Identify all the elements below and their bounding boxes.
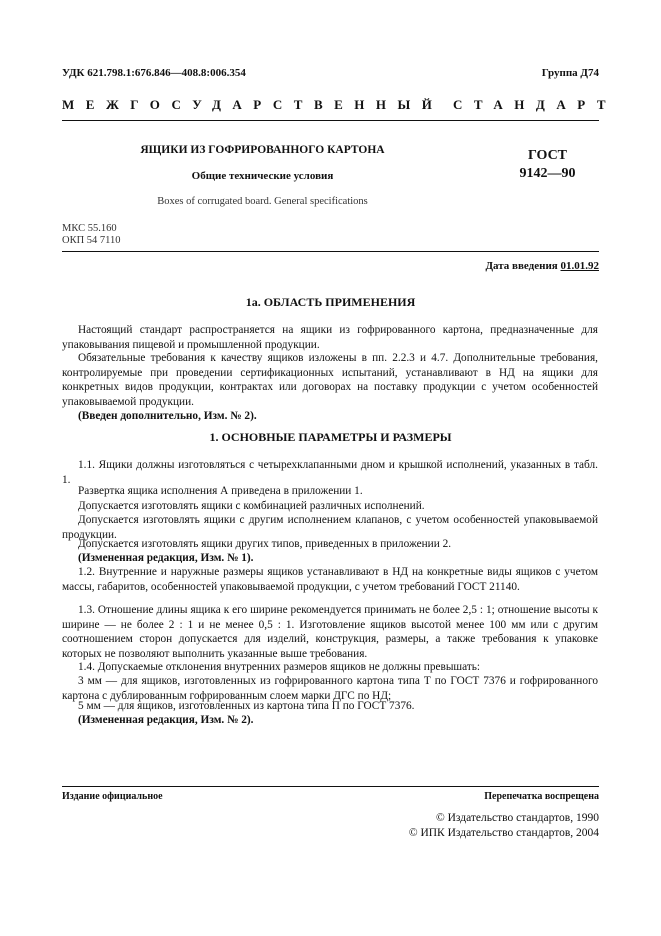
intro-date: [485, 260, 599, 272]
intro-date-label: Дата введения: [485, 260, 558, 272]
okp-code: ОКП 54 7110: [62, 235, 121, 246]
paragraph: Обязательные требования к качеству ящиков изложены в пп. 2.2.3 и 4.7. Дополнительные требования, контролируемые при проведении сертификационных испытаний, устанавливают в НД на ящики для конкретных видов продукции, контрактах или договорах на поставку продукции с учетом особенностей упаковываемой продукции.: [62, 352, 598, 408]
title-rule: [62, 251, 599, 252]
amendment-note: (Введен дополнительно, Изм. № 2).: [78, 410, 257, 422]
standard-label: СТАНДАРТ: [453, 97, 618, 112]
paragraph: 1.1. Ящики должны изготовляться с четырехклапанными дном и крышкой исполнений, указанных в табл. 1.: [62, 459, 598, 486]
paragraph: Допускается изготовлять ящики других типов, приведенных в приложении 2.: [78, 538, 452, 550]
intro-date-value: 01.01.92: [560, 260, 599, 272]
gost-number: 9142—90: [519, 166, 576, 181]
paragraph: 3 мм — для ящиков, изготовленных из гофрированного картона типа Т по ГОСТ 7376 и гофрированного картона с дублированным гофрированным слоем марки ДГС по НД;: [62, 675, 598, 702]
paragraph: 5 мм — для ящиков, изготовленных из картона типа П по ГОСТ 7376.: [78, 700, 415, 712]
copyright-2: © ИПК Издательство стандартов, 2004: [408, 827, 599, 839]
document-subtitle: Общие технические условия: [191, 170, 334, 182]
section-1a-heading: 1а. ОБЛАСТЬ ПРИМЕНЕНИЯ: [245, 295, 416, 309]
amendment-note: (Измененная редакция, Изм. № 2).: [78, 714, 254, 726]
footer-rule: [62, 786, 599, 787]
copyright-1: © Издательство стандартов, 1990: [435, 812, 599, 824]
section-1-heading: 1. ОСНОВНЫЕ ПАРАМЕТРЫ И РАЗМЕРЫ: [209, 430, 452, 444]
paragraph: Допускается изготовлять ящики с другим исполнением клапанов, с учетом особенностей упаковываемой продукции.: [62, 514, 598, 541]
gost-label: ГОСТ: [527, 148, 568, 163]
paragraph: Настоящий стандарт распространяется на ящики из гофрированного картона, предназначенные для упаковывания пищевой и промышленной продукции.: [62, 324, 598, 351]
paragraph: Допускается изготовлять ящики с комбинацией различных исполнений.: [78, 500, 425, 512]
interstate-label: МЕЖГОСУДАРСТВЕННЫЙ: [62, 97, 444, 112]
mks-code: МКС 55.160: [62, 223, 117, 234]
group-code: Группа Д74: [541, 67, 599, 79]
document-title: ЯЩИКИ ИЗ ГОФРИРОВАННОГО КАРТОНА: [140, 144, 385, 156]
paragraph: Развертка ящика исполнения А приведена в приложении 1.: [78, 485, 363, 497]
paragraph: 1.2. Внутренние и наружные размеры ящиков устанавливают в НД на конкретные виды ящиков с учетом массы, габаритов, особенностей упаковываемой продукции, с учетом требований ГОСТ 21140.: [62, 566, 598, 593]
official-edition: Издание официальное: [62, 791, 163, 802]
amendment-note: (Измененная редакция, Изм. № 1).: [78, 552, 254, 564]
header-rule: [62, 120, 599, 121]
udk-code: УДК 621.798.1:676.846—408.8:006.354: [62, 67, 246, 79]
english-title: Boxes of corrugated board. General specifications: [157, 196, 368, 207]
reprint-notice: Перепечатка воспрещена: [484, 791, 599, 802]
paragraph: 1.3. Отношение длины ящика к его ширине рекомендуется принимать не более 2,5 : 1; отношение высоты к ширине — не более 2 : 1 и не менее 0,5 : 1. Изготовление ящиков высотой менее 100 мм или с другим соотношением сторон допускается для изделий, конструкция, размеры, а также требования к упаковке которых не позволяют выполнить указанные выше требования.: [62, 604, 598, 660]
paragraph: 1.4. Допускаемые отклонения внутренних размеров ящиков не должны превышать:: [78, 661, 481, 673]
